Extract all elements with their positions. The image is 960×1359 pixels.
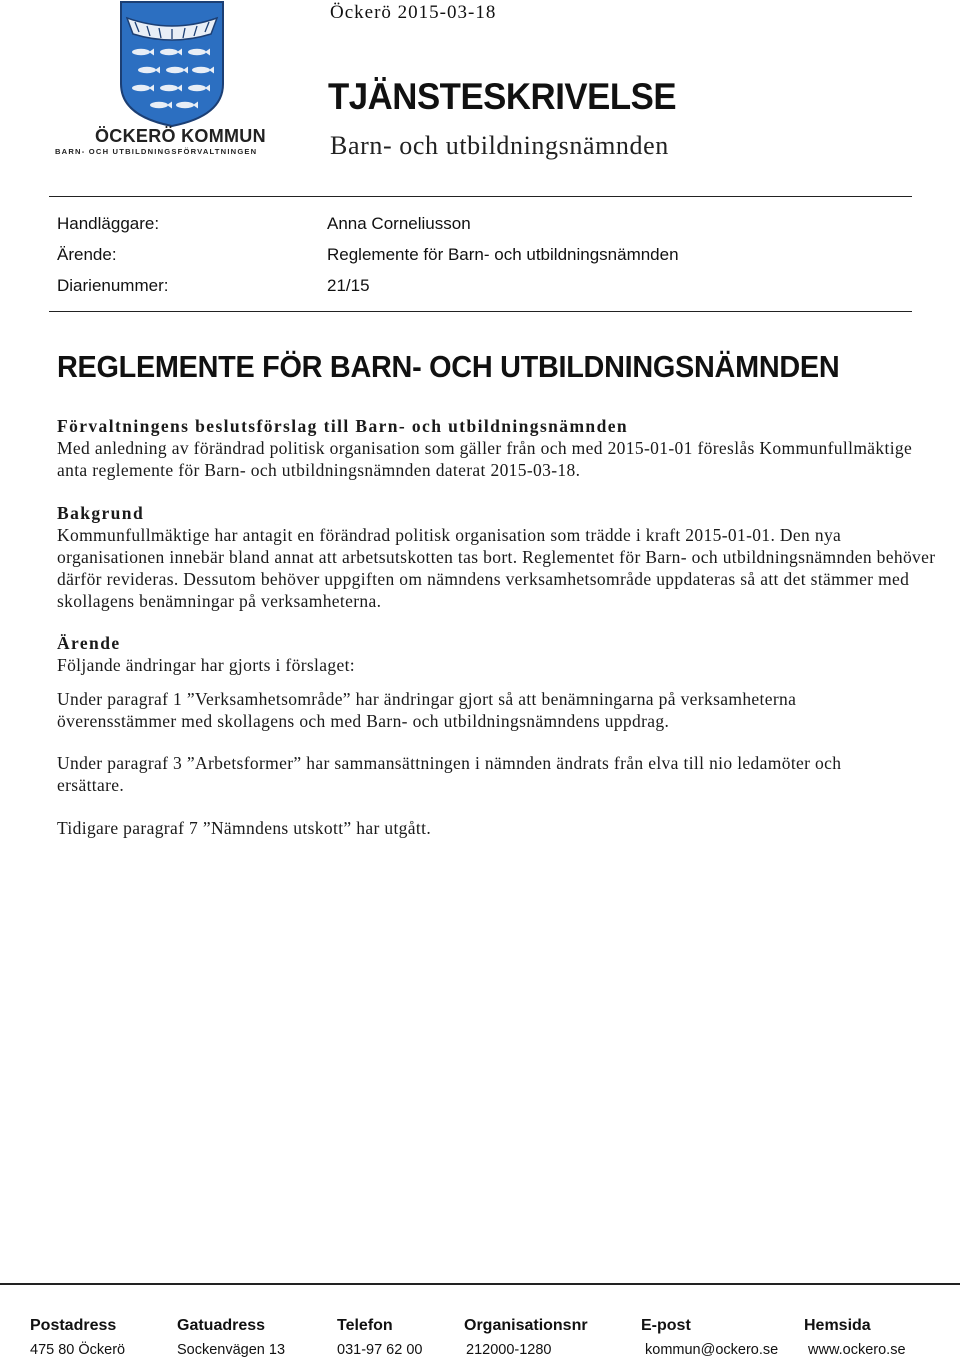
footer-hemsida-link[interactable]: www.ockero.se [808,1342,906,1358]
document-type: TJÄNSTESKRIVELSE [328,76,677,117]
bakgrund-heading: Bakgrund [57,503,145,523]
footer-gatuadress-value: Sockenvägen 13 [177,1342,286,1358]
forslag-heading: Förvaltningens beslutsförslag till Barn- och utbildningsnämnden [57,416,628,436]
arende-intro: Följande ändringar har gjorts i förslaget: [57,655,356,675]
arende-value: Reglemente för Barn- och utbildningsnämnden [327,245,679,264]
diarienummer-value: 21/15 [327,276,370,295]
document-unit: Barn- och utbildningsnämnden [330,131,669,160]
divider-top [49,196,912,197]
logo-name: ÖCKERÖ KOMMUN [95,126,266,146]
handlaggare-value: Anna Corneliusson [327,214,471,233]
footer-epost-label: E-post [641,1317,691,1334]
arende-paragraph-2: Under paragraf 3 ”Arbetsformer” har sammansättningen i nämnden ändrats från elva till nio ledamöter och ersättare. [57,753,842,795]
footer-gatuadress-label: Gatuadress [177,1317,266,1334]
logo-subtitle: BARN- OCH UTBILDNINGSFÖRVALTNINGEN [55,147,258,156]
footer-postadress-label: Postadress [30,1317,117,1334]
section-forslag [57,415,937,481]
divider-footer [0,1283,960,1285]
footer-telefon-value: 031-97 62 00 [337,1342,423,1358]
footer-epost-link[interactable]: kommun@ockero.se [645,1342,779,1358]
footer-organisationsnr-label: Organisationsnr [464,1317,588,1334]
handlaggare-label: Handläggare: [57,214,160,233]
footer-hemsida-label: Hemsida [804,1317,871,1334]
bakgrund-text: Kommunfullmäktige har antagit en förändrad politisk organisation som trädde i kraft 2015-01-01. Den nya organisationen innebär bland annat att arbetsutskotten tas bort. Reglementet för Barn- och utbildningsnämnden behöver därför revideras. Dessutom behöver uppgiften om nämndens verksamhetsområde uppdateras så att det stämmer med skollagens benämningar på verksamheterna. [57,525,936,611]
date-line: Öckerö 2015-03-18 [330,2,497,23]
arende-heading: Ärende [57,633,121,653]
arende-paragraph-3: Tidigare paragraf 7 ”Nämndens utskott” har utgått. [57,818,432,838]
section-arende [57,632,937,676]
diarienummer-label: Diarienummer: [57,276,169,295]
footer-telefon-label: Telefon [337,1317,393,1334]
footer-organisationsnr-value: 212000-1280 [466,1342,552,1358]
forslag-text: Med anledning av förändrad politisk organisation som gäller från och med 2015-01-01 föreslås Kommunfullmäktige anta reglemente för Barn- och utbildningsnämnden daterat 2015-03-18. [57,438,913,480]
section-bakgrund [57,502,937,612]
divider-meta [49,311,912,312]
document-title: REGLEMENTE FÖR BARN- OCH UTBILDNINGSNÄMNDEN [57,349,840,384]
footer-postadress-value: 475 80 Öckerö [30,1342,126,1358]
municipality-logo [55,0,290,160]
arende-label: Ärende: [57,245,117,264]
arende-paragraph-1: Under paragraf 1 ”Verksamhetsområde” har ändringar gjort så att benämningarna på verksamheterna överensstämmer med skollagens och med Barn- och utbildningsnämndens uppdrag. [57,689,797,731]
